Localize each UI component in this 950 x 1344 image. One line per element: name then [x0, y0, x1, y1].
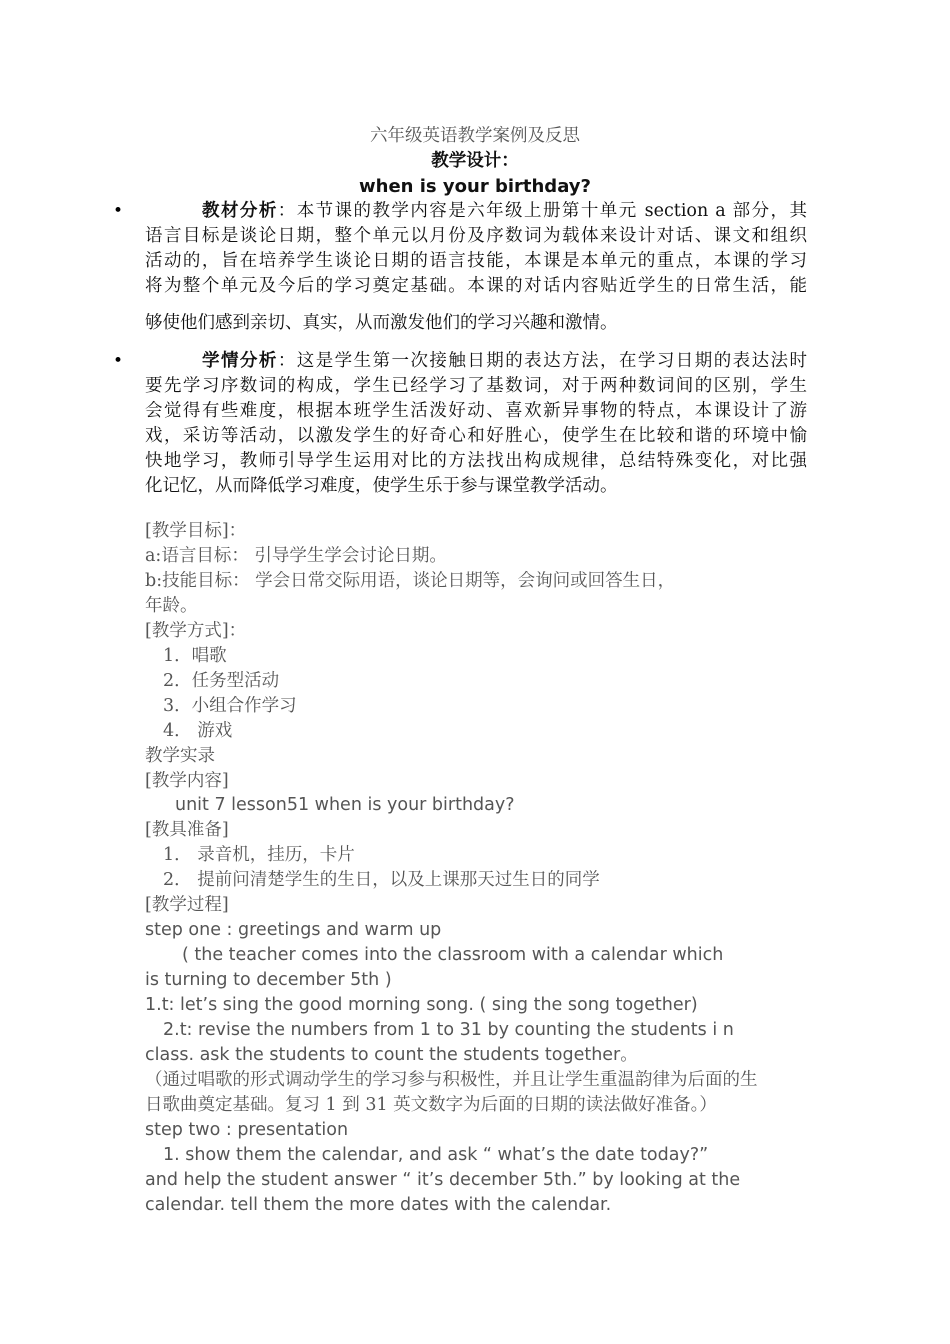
- body-line: [教学方式]：: [145, 620, 247, 641]
- material-line-5: 够使他们感到亲切、真实，从而激发他们的学习兴趣和激情。: [145, 313, 618, 333]
- body-line: [教具准备]: [145, 820, 229, 841]
- student-line-2: 要先学习序数词的构成，学生已经学习了基数词，对于两种数词间的区别，学生: [145, 376, 807, 396]
- bullet-icon: •: [113, 201, 124, 221]
- design-label: 教学设计：: [431, 151, 519, 171]
- material-line-1: 教材分析：本节课的教学内容是六年级上册第十单元 section a 部分，其: [202, 201, 807, 221]
- body-line: class. ask the students to count the students together。: [145, 1044, 638, 1065]
- student-line-1: 学情分析：这是学生第一次接触日期的表达方法，在学习日期的表达法时: [202, 351, 808, 371]
- body-line: （通过唱歌的形式调动学生的学习参与积极性，并且让学生重温韵律为后面的生: [145, 1069, 758, 1090]
- body-line: [教学内容]: [145, 770, 229, 791]
- student-analysis-paragraph: [145, 349, 807, 499]
- body-line: [教学过程]: [145, 895, 229, 916]
- bullet-icon: •: [113, 351, 124, 371]
- body-line: 年龄。: [145, 595, 198, 616]
- body-line: step one : greetings and warm up: [145, 920, 442, 941]
- body-line: unit 7 lesson51 when is your birthday?: [175, 795, 515, 816]
- body-line: and help the student answer “ it’s december 5th.” by looking at the: [145, 1169, 741, 1190]
- material-line-3: 活动的，旨在培养学生谈论日期的语言技能，本课是本单元的重点，本课的学习: [145, 251, 807, 271]
- body-line: 1.t: let’s sing the good morning song. ( sing the song together): [145, 995, 698, 1016]
- body-line: 2．任务型活动: [163, 670, 280, 691]
- body-line: a:语言目标： 引导学生学会讨论日期。: [145, 545, 447, 566]
- body-line: 日歌曲奠定基础。复习 1 到 31 英文数字为后面的日期的读法做好准备。）: [145, 1094, 717, 1115]
- student-line-4: 戏，采访等活动，以激发学生的好奇心和好胜心，使学生在比较和谐的环境中愉: [145, 426, 807, 446]
- document-title: 六年级英语教学案例及反思: [370, 126, 580, 146]
- body-line: 4． 游戏: [163, 720, 233, 741]
- body-line: 1. show them the calendar, and ask “ what’s the date today?”: [163, 1144, 709, 1165]
- lesson-title: when is your birthday?: [359, 176, 591, 197]
- student-line-5: 快地学习，教师引导学生运用对比的方法找出构成规律，总结特殊变化，对比强: [145, 451, 807, 471]
- body-line: calendar. tell them the more dates with the calendar.: [145, 1194, 612, 1215]
- student-line-6: 化记忆，从而降低学习难度，使学生乐于参与课堂教学活动。: [145, 476, 618, 496]
- body-line: b:技能目标： 学会日常交际用语，谈论日期等，会询问或回答生日，: [145, 570, 676, 591]
- body-line: 1． 录音机，挂历，卡片: [163, 845, 355, 866]
- material-line-2: 语言目标是谈论日期，整个单元以月份及序数词为载体来设计对话、课文和组织: [145, 226, 807, 246]
- body-line: step two : presentation: [145, 1119, 349, 1140]
- body-line: 1．唱歌: [163, 645, 227, 666]
- body-line: 教学实录: [145, 745, 215, 766]
- body-line: ( the teacher comes into the classroom with a calendar which: [182, 945, 724, 966]
- body-line: 2． 提前问清楚学生的生日，以及上课那天过生日的同学: [163, 870, 600, 891]
- material-analysis-paragraph: [145, 199, 807, 336]
- material-analysis-label: 教材分析: [202, 201, 278, 221]
- material-line-4: 将为整个单元及今后的学习奠定基础。本课的对话内容贴近学生的日常生活，能: [145, 276, 807, 296]
- body-line: 2.t: revise the numbers from 1 to 31 by counting the students i n: [163, 1020, 734, 1040]
- body-line: 3．小组合作学习: [163, 695, 297, 716]
- student-line-3: 会觉得有些难度，根据本班学生活泼好动、喜欢新异事物的特点，本课设计了游: [145, 401, 807, 421]
- body-line: [教学目标]：: [145, 521, 247, 541]
- student-analysis-label: 学情分析: [202, 351, 278, 371]
- body-line: is turning to december 5th ): [145, 970, 392, 991]
